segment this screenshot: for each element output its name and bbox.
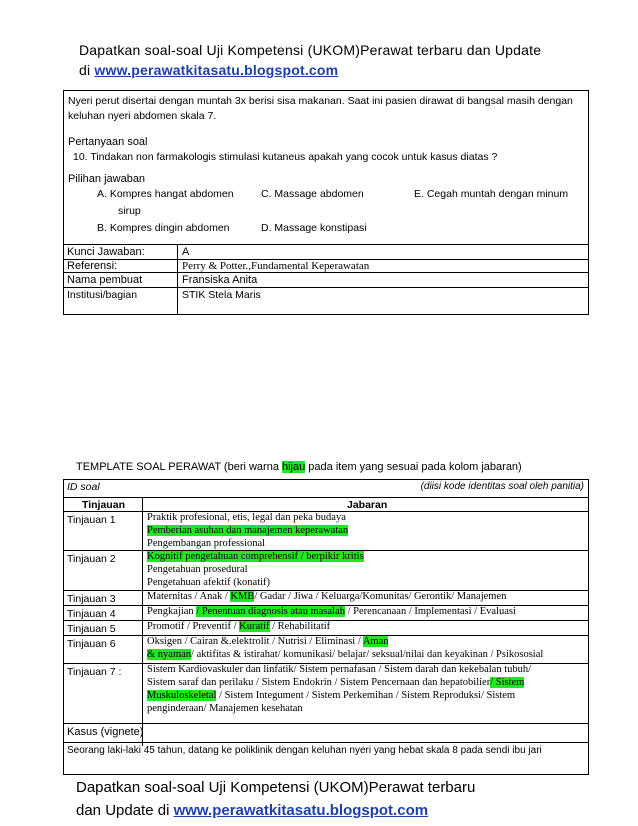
id-note: (diisi kode identitas soal oleh panitia) <box>420 481 584 492</box>
scenario-text: Nyeri perut disertai dengan muntah 3x berisi sisa makanan. Saat ini pasien dirawat di bangsal masih dengan keluhan nyeri abdomen skala 7. <box>68 95 573 122</box>
row-divider <box>64 723 588 724</box>
inst-value: STIK Stela Maris <box>182 289 261 301</box>
t5-pre: Promotif / Preventif / <box>147 621 240 632</box>
footer-prefix: dan Update di <box>76 802 174 819</box>
template-title <box>76 461 522 473</box>
key-value: A <box>182 246 190 258</box>
header-link[interactable]: www.perawatkitasatu.blogspot.com <box>94 62 339 78</box>
options-label: Pilihan jawaban <box>68 173 146 185</box>
title-post: pada item yang sesuai pada kolom jabaran) <box>305 461 522 473</box>
t6-content <box>147 635 543 661</box>
t7-label: Tinjauan 7 : <box>67 666 122 678</box>
t4-post: / Perencanaan / Implementasi / Evaluasi <box>345 606 516 617</box>
header-line1: Dapatkan soal-soal Uji Kompetensi (UKOM)Perawat terbaru dan Update <box>79 42 542 58</box>
t4-label: Tinjauan 4 <box>67 608 116 620</box>
question-label: Pertanyaan soal <box>68 136 148 148</box>
t2-a: Kognitif pengetahuan comprehensif / berpikir kritis <box>147 551 364 562</box>
t6-highlight-2: & nyaman <box>147 649 192 660</box>
t5-highlight: Kuratif <box>239 621 270 632</box>
t6-post: / aktifitas & istirahat/ komunikasi/ belajar/ seksual/nilai dan keyakinan / Psikososial <box>191 649 544 660</box>
template-table <box>63 479 589 775</box>
id-label: ID soal <box>67 481 100 493</box>
t4-content <box>147 605 516 618</box>
option-a-cont: sirup <box>118 205 141 217</box>
option-d: D. Massage konstipasi <box>261 222 367 234</box>
t3-highlight: KMB <box>230 591 255 602</box>
title-highlight: hijau <box>282 461 306 473</box>
t7-a: Sistem Kardiovaskuler dan linfatik/ Sistem pernafasan / Sistem darah dan kekebalan tubuh/ <box>147 664 532 675</box>
kasus-label: Kasus (vignete) <box>67 726 144 738</box>
header-line2 <box>79 60 541 80</box>
t1-label: Tinjauan 1 <box>67 514 116 526</box>
footer-link[interactable]: www.perawatkitasatu.blogspot.com <box>173 802 429 819</box>
title-pre: TEMPLATE SOAL PERAWAT (beri warna <box>76 461 282 473</box>
t1-b: Pemberian asuhan dan manajemen keperawatan <box>147 525 349 536</box>
header-prefix: di <box>79 62 95 78</box>
question-box <box>63 90 589 315</box>
column-divider <box>142 497 143 746</box>
key-label: Kunci Jawaban: <box>67 246 145 258</box>
author-label: Nama pembuat <box>67 274 143 286</box>
question-text: 10. Tindakan non farmakologis stimulasi kutaneus apakah yang cocok untuk kasus diatas ? <box>73 151 498 163</box>
t2-c: Pengetahuan afektif (konatif) <box>147 577 271 588</box>
t5-content <box>147 620 330 633</box>
t7-c-post: / Sistem Integument / Sistem Perkemihan / Sistem Reproduksi/ Sistem <box>216 690 516 701</box>
t6-label: Tinjauan 6 <box>67 638 116 650</box>
footer-line1: Dapatkan soal-soal Uji Kompetensi (UKOM)Perawat terbaru <box>76 779 476 796</box>
ref-value: Perry & Potter.,Fundamental Keperawatan <box>182 260 370 272</box>
option-c: C. Massage abdomen <box>261 188 364 200</box>
col-tinjauan: Tinjauan <box>82 499 125 511</box>
option-b: B. Kompres dingin abdomen <box>97 222 230 234</box>
t1-content <box>147 511 348 550</box>
option-e: E. Cegah muntah dengan minum <box>414 188 569 200</box>
t3-content <box>147 590 506 603</box>
t7-c-highlight: Muskuloskeletal <box>147 690 217 701</box>
footer-text <box>76 776 475 822</box>
header-text <box>79 40 541 80</box>
t4-highlight: / Penentuan diagnosis atau masalah <box>196 606 345 617</box>
t6-pre: Oksigen / Cairan &.elektrolit / Nutrisi / Eliminasi / <box>147 636 363 647</box>
divider <box>64 272 588 273</box>
t5-post: / Rehabilitatif <box>269 621 331 632</box>
t2-label: Tinjauan 2 <box>67 553 116 565</box>
t6-highlight-1: Aman <box>362 636 389 647</box>
kasus-text: Seorang laki-laki 45 tahun, datang ke poliklinik dengan keluhan nyeri yang hebat skala 8 pada sendi ibu jari <box>67 745 542 756</box>
t3-pre: Maternitas / Anak / <box>147 591 231 602</box>
col-jabaran: Jabaran <box>347 499 388 511</box>
t7-b-highlight: / Sistem <box>490 677 525 688</box>
option-a: A. Kompres hangat abdomen <box>97 188 234 200</box>
divider <box>64 244 588 245</box>
t5-label: Tinjauan 5 <box>67 623 116 635</box>
divider <box>64 287 588 288</box>
footer-line2 <box>76 799 475 822</box>
t4-pre: Pengkajian <box>147 606 197 617</box>
divider <box>177 244 178 314</box>
t1-c: Pengembangan professional <box>147 538 266 549</box>
ref-label: Referensi: <box>67 260 118 272</box>
inst-label: Institusi/bagian <box>67 289 138 301</box>
author-value: Fransiska Anita <box>182 274 258 286</box>
t7-b-pre: Sistem saraf dan perilaku / Sistem Endokrin / Sistem Pencernaan dan hepatobilier <box>147 677 491 688</box>
t2-b: Pengetahuan prosedural <box>147 564 248 575</box>
t7-d: penginderaan/ Manajemen kesehatan <box>147 703 303 714</box>
t7-content <box>147 663 531 715</box>
t3-label: Tinjauan 3 <box>67 593 116 605</box>
t2-content <box>147 550 364 589</box>
row-divider <box>64 742 588 743</box>
t3-post: / Gadar / Jiwa / Keluarga/Komunitas/ Gerontik/ Manajemen <box>254 591 507 602</box>
t1-a: Praktik profesional, etis, legal dan peka budaya <box>147 512 346 523</box>
